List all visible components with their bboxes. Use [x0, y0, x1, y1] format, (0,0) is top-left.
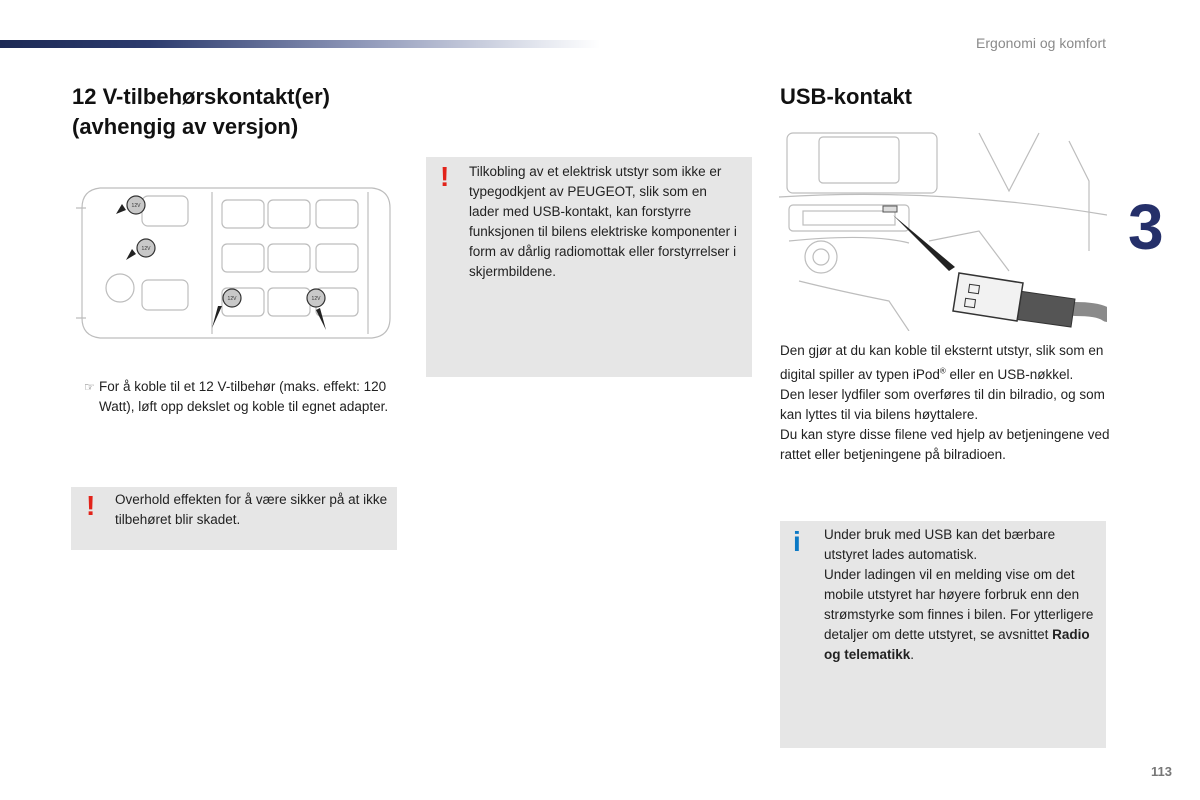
- socket-label: 12V: [141, 246, 151, 252]
- info-text-usb-charging: Under bruk med USB kan det bærbare utstyret lades automatisk. Under ladingen vil en melding vise om det mobile utstyret har høyere forbruk enn den strømstyrke som finnes i bilen. For ytterligere detaljer om dette utstyret, se avsnittet Radio og telematikk.: [824, 527, 1094, 662]
- section-heading-usb: USB-kontakt: [780, 84, 913, 109]
- socket-label: 12V: [311, 296, 321, 302]
- van-12v-sockets-illustration: [72, 168, 396, 358]
- warning-icon: !: [440, 161, 450, 192]
- usb-description: [780, 341, 1110, 465]
- info-line1: Under bruk med USB kan det bærbare utstyret lades automatisk.: [824, 527, 1056, 562]
- usb-desc-line1: Den gjør at du kan koble til eksternt utstyr, slik som en digital spiller av typen iPod® eller en USB-nøkkel.: [780, 343, 1104, 382]
- warning-text-power: Overhold effekten for å være sikker på at ikke tilbehøret blir skadet.: [115, 492, 388, 527]
- section-heading-12v: 12 V-tilbehørskontakt(er) (avhengig av versjon): [72, 84, 330, 139]
- info-line2: Under ladingen vil en melding vise om det mobile utstyret har høyere forbruk enn den strømstyrke som finnes i bilen. For ytterligere detaljer om dette utstyret, se avsnittet: [824, 567, 1094, 642]
- socket-label: 12V: [131, 203, 141, 209]
- chapter-number: 3: [1128, 191, 1164, 263]
- warning-icon: !: [86, 490, 96, 521]
- bullet-pointing-icon: ☞: [84, 380, 95, 394]
- usb-desc-line3: Du kan styre disse filene ved hjelp av betjeningene ved rattet eller betjeningene på bilradioen.: [780, 426, 1110, 462]
- header-gradient-bar: [0, 40, 600, 48]
- usb-desc-line2: Den leser lydfiler som overføres til din bilradio, og som kan lyttes til via bilens høyttalere.: [780, 386, 1105, 422]
- warning-text-charger: Tilkobling av et elektrisk utstyr som ikke er typegodkjent av PEUGEOT, slik som en lader med USB-kontakt, kan forstyrre funksjonen til bilens elektriske komponenter i form av dårlig radiomottak eller forstyrrelser i skjermbildene.: [469, 164, 737, 279]
- page-number: 113: [1151, 764, 1172, 779]
- info-icon: i: [793, 526, 801, 557]
- radio-telematikk-link-text: Radio og telematikk: [824, 627, 1090, 662]
- chapter-title: Ergonomi og komfort: [976, 35, 1106, 51]
- usb-port-dashboard-illustration: [779, 131, 1107, 331]
- bullet-instruction: For å koble til et 12 V-tilbehør (maks. effekt: 120 Watt), løft opp dekslet og koble til egnet adapter.: [99, 379, 389, 414]
- socket-label: 12V: [227, 296, 237, 302]
